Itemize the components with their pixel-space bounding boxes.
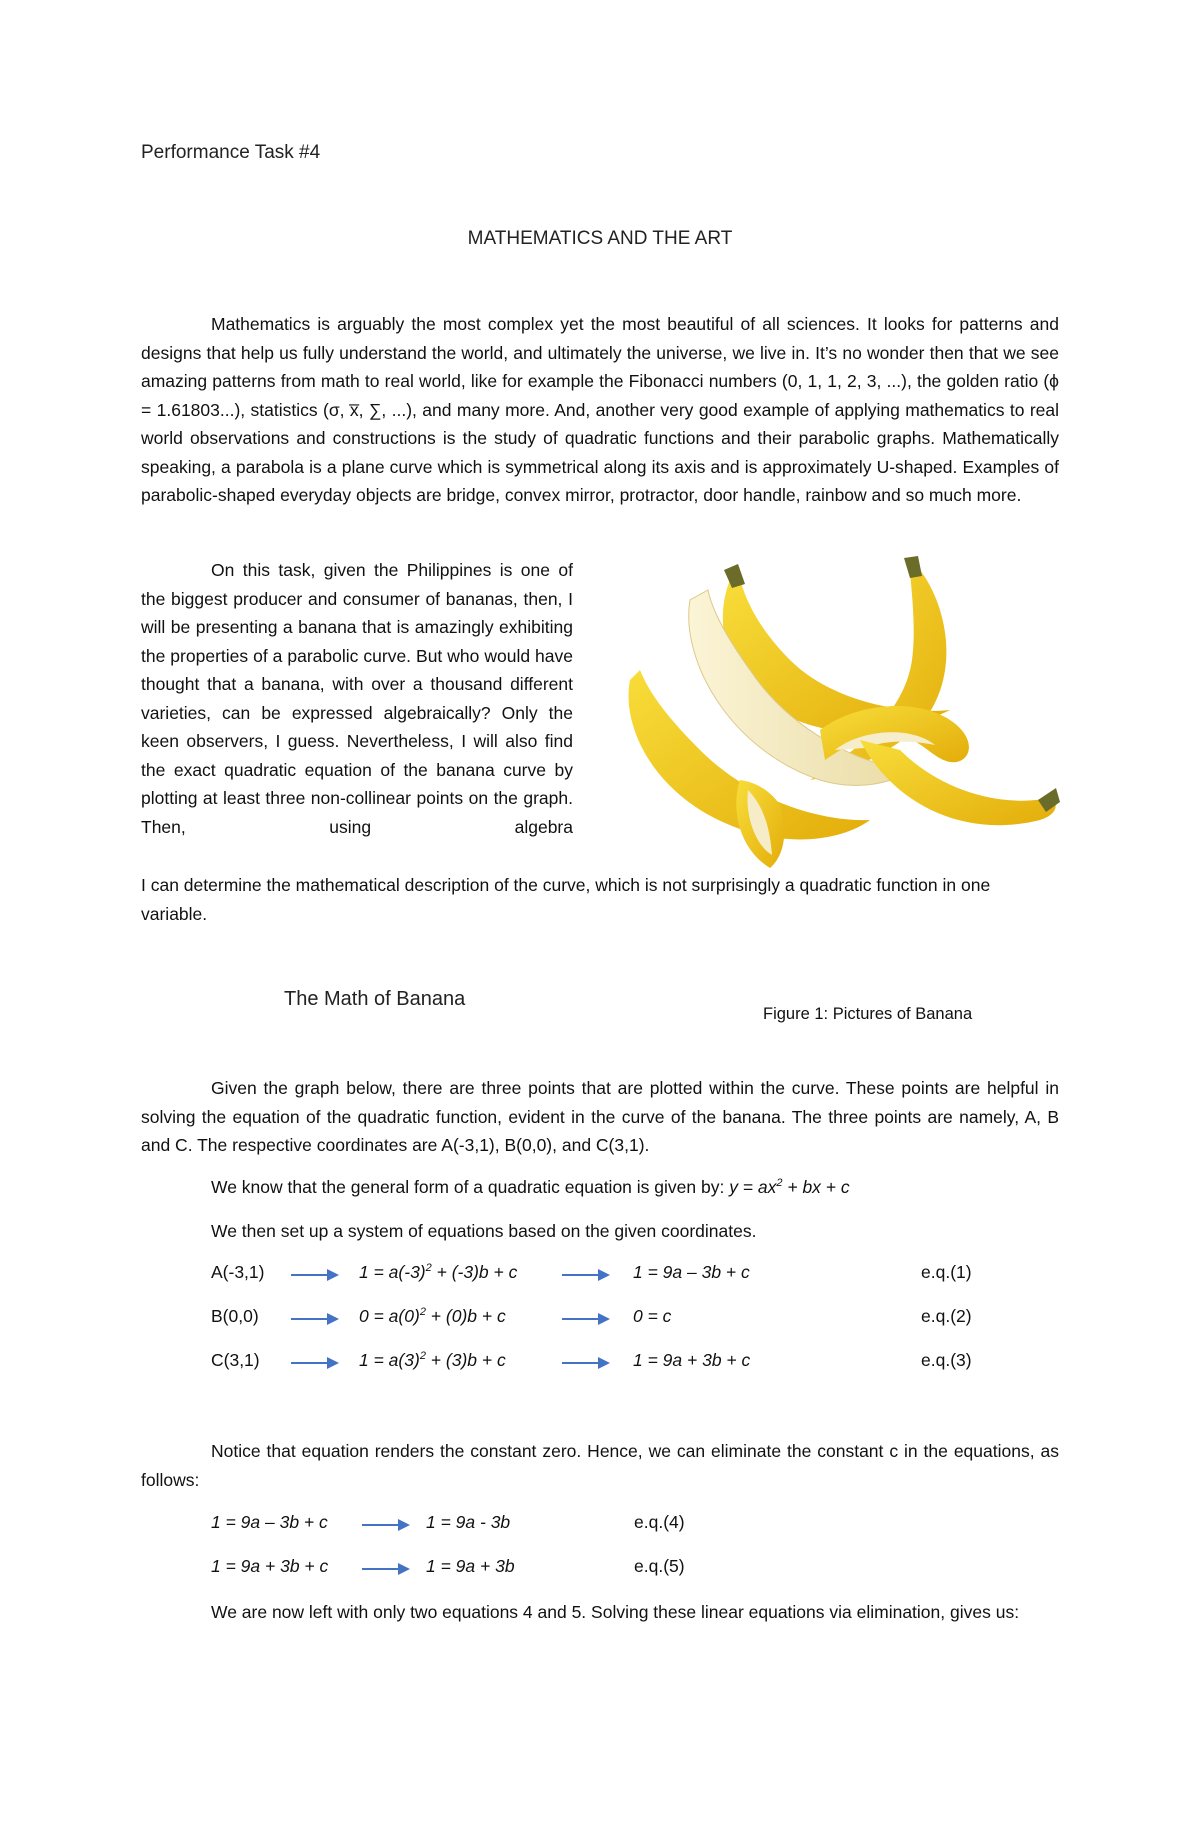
equation-row-2 <box>0 1306 1200 1336</box>
point-label: C(3,1) <box>211 1350 260 1370</box>
general-form-equation: $y = ax^2$ + bx + c <box>729 1177 850 1197</box>
arrow-icon <box>362 1518 410 1532</box>
simplified-equation: 1 = 9a + 3b + c <box>633 1350 751 1370</box>
arrow-icon <box>291 1356 339 1370</box>
equation-label: e.q.(3) <box>921 1350 972 1370</box>
equation-row-1 <box>0 1262 1200 1292</box>
banana-photo <box>620 550 1060 870</box>
arrow-icon <box>562 1268 610 1282</box>
lhs-equation: 1 = 9a – 3b + c <box>211 1512 328 1532</box>
notice-paragraph: Notice that equation renders the constant zero. Hence, we can eliminate the constant c in the equations, as follows: <box>141 1441 1059 1490</box>
intro-paragraph: Mathematics is arguably the most complex yet the most beautiful of all sciences. It looks for patterns and designs that help us fully understand the world, and ultimately the universe, we live in. It’s no wonder then that we see amazing patterns from math to real world, like for example the Fibonacci numbers (0, 1, 1, 2, 3, ...), the golden ratio (ϕ = 1.61803...), statistics (σ, x̅, ∑, ...), and many more. And, another very good example of applying mathematics to real world observations and constructions is the study of quadratic functions and their parabolic graphs. Mathematically speaking, a parabola is a plane curve which is symmetrical along its axis and is approximately U-shaped. Examples of parabolic-shaped everyday objects are bridge, convex mirror, protractor, door handle, rainbow and so much more. <box>141 314 1059 505</box>
expanded-equation: $1 = a(3)^2 + (3)b + c$ <box>359 1350 506 1370</box>
setup-text: We then set up a system of equations based on the given coordinates. <box>211 1221 757 1241</box>
equation-label: e.q.(2) <box>921 1306 972 1326</box>
task-paragraph-continued: I can determine the mathematical description of the curve, which is not surprisingly a quadratic function in one variable. <box>141 875 991 924</box>
task-label: Performance Task #4 <box>141 142 321 163</box>
arrow-icon <box>562 1356 610 1370</box>
given-paragraph: Given the graph below, there are three points that are plotted within the curve. These points are helpful in solving the equation of the quadratic function, evident in the curve of the banana. The three points are namely, A, B and C. The respective coordinates are A(-3,1), B(0,0), and C(3,1). <box>141 1078 1059 1155</box>
page-title: MATHEMATICS AND THE ART <box>467 228 733 249</box>
simplified-equation: 1 = 9a – 3b + c <box>633 1262 750 1282</box>
equation-label: e.q.(5) <box>634 1556 685 1576</box>
rhs-equation: 1 = 9a - 3b <box>426 1512 511 1532</box>
task-paragraph: On this task, given the Philippines is one of the biggest producer and consumer of bananas, then, I will be presenting a banana that is amazingly exhibiting the properties of a parabolic curve. But who would have thought that a banana, with over a thousand different varieties, can be expressed algebraically? Only the keen observers, I guess. Nevertheless, I will also find the exact quadratic equation of the banana curve by plotting at least three non-collinear points on the graph. Then, using algebra <box>141 560 573 837</box>
arrow-icon <box>562 1312 610 1326</box>
equation-label: e.q.(4) <box>634 1512 685 1532</box>
point-label: B(0,0) <box>211 1306 259 1326</box>
general-form-text: We know that the general form of a quadratic equation is given by: <box>211 1177 725 1197</box>
figure-caption: Figure 1: Pictures of Banana <box>763 1005 973 1023</box>
lhs-equation: 1 = 9a + 3b + c <box>211 1556 329 1576</box>
elimination-row-2 <box>0 1556 1200 1586</box>
point-label: A(-3,1) <box>211 1262 265 1282</box>
general-form-line <box>211 1173 850 1202</box>
expanded-equation: $1 = a(-3)^2 + (-3)b + c$ <box>359 1262 518 1282</box>
arrow-icon <box>291 1268 339 1282</box>
arrow-icon <box>362 1562 410 1576</box>
arrow-icon <box>291 1312 339 1326</box>
banana-stem-right <box>904 556 922 578</box>
banana-stem-left <box>724 564 745 588</box>
expanded-equation: $0 = a(0)^2 + (0)b + c$ <box>359 1306 506 1326</box>
section-heading: The Math of Banana <box>284 988 466 1010</box>
final-paragraph: We are now left with only two equations 4 and 5. Solving these linear equations via elimination, gives us: <box>211 1602 1020 1622</box>
elimination-row-1 <box>0 1512 1200 1542</box>
equation-label: e.q.(1) <box>921 1262 972 1282</box>
rhs-equation: 1 = 9a + 3b <box>426 1556 515 1576</box>
simplified-equation: 0 = c <box>633 1306 672 1326</box>
equation-row-3 <box>0 1350 1200 1380</box>
